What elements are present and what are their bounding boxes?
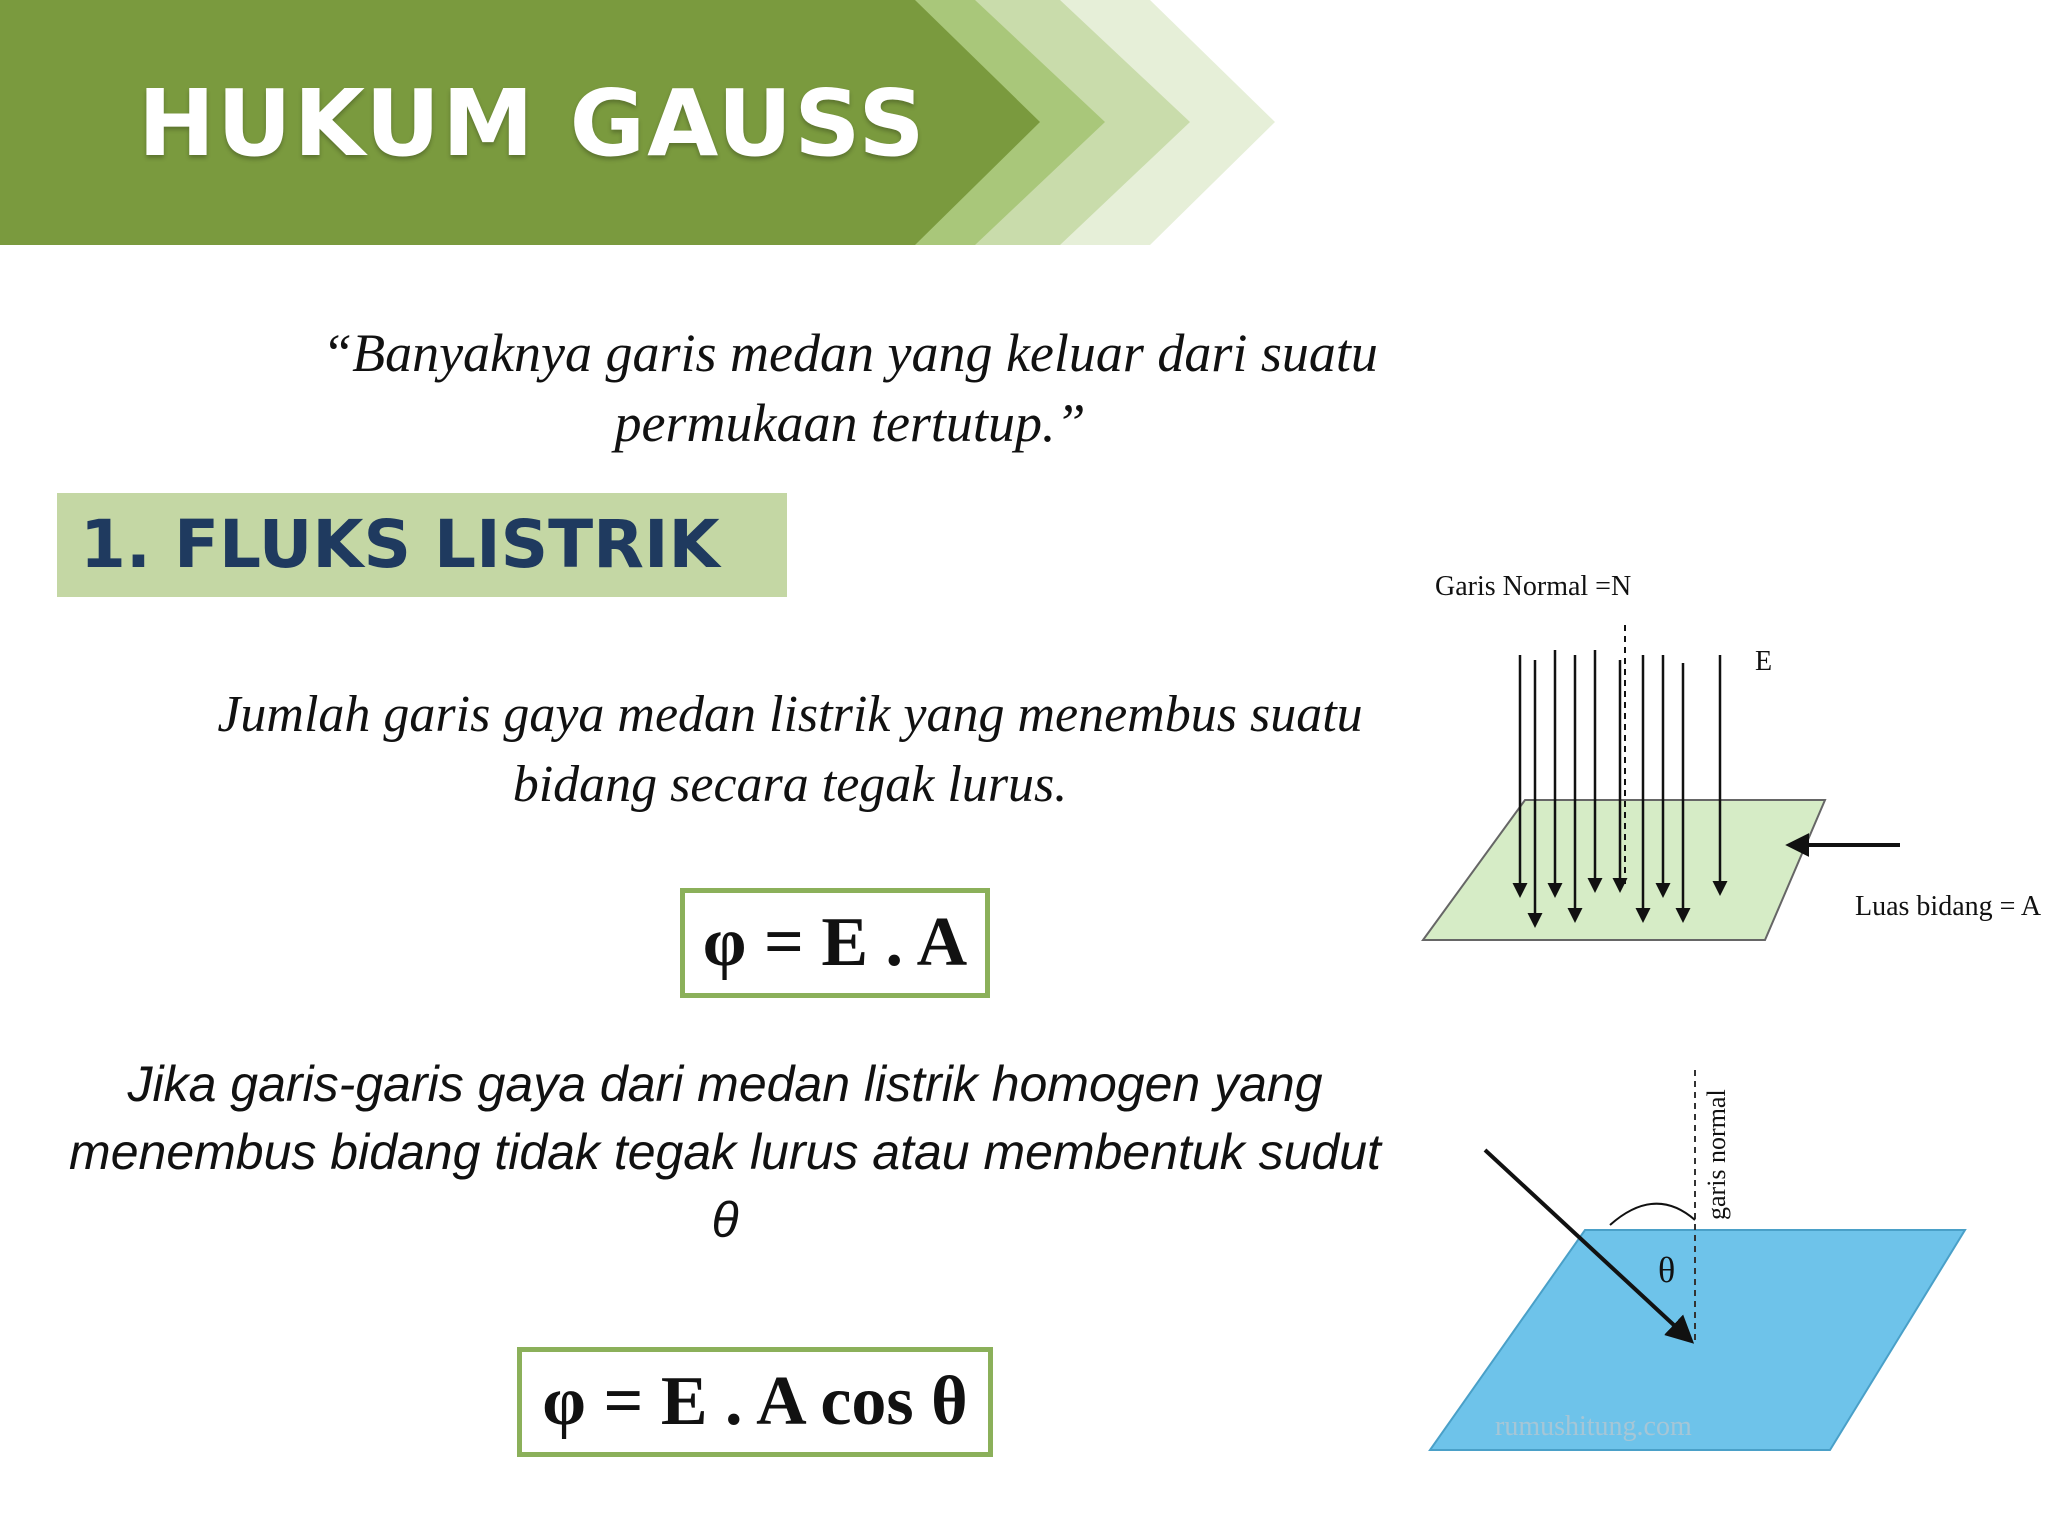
flux-definition: Jumlah garis gaya medan listrik yang menembus suatu bidang secara tegak lurus. [217, 686, 1363, 813]
figure-angled-flux [1420, 1060, 2020, 1470]
angle-arc [1610, 1204, 1695, 1225]
label-normal: Garis Normal =N [1435, 571, 1632, 602]
label-field: E [1755, 646, 1773, 677]
label-area: Luas bidang = A [1855, 891, 2042, 922]
page-title: HUKUM GAUSS [138, 70, 927, 177]
section-heading: 1. FLUKS LISTRIK [80, 506, 720, 583]
gauss-quote: “Banyaknya garis medan yang keluar dari suatu permukaan tertutup.” [322, 323, 1378, 453]
angled-field-condition: Jika garis-garis gaya dari medan listrik homogen yang menembus bidang tidak tegak lurus atau membentuk sudut θ [69, 1056, 1381, 1248]
formula-flux-perpendicular: φ = E . A [680, 888, 990, 998]
watermark: rumushitung.com [1495, 1411, 1692, 1442]
label-angle: θ [1658, 1250, 1676, 1290]
formula-flux-angle: φ = E . A cos θ [517, 1347, 993, 1457]
figure-perpendicular-flux [1415, 545, 2048, 955]
label-normal: garis normal [1702, 1089, 1731, 1220]
